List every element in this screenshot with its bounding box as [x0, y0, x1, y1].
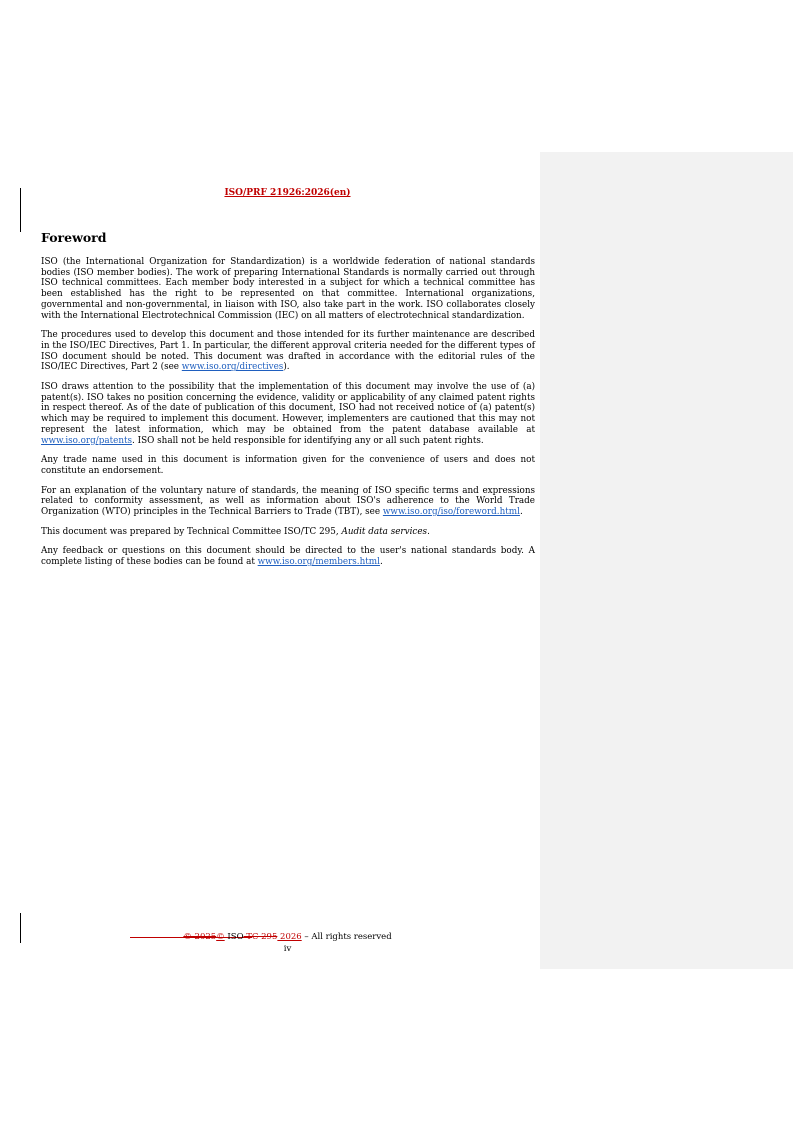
- change-bar-bottom: [20, 913, 21, 943]
- committee-title: Audit data services: [341, 526, 428, 537]
- paragraph-voluntary: For an explanation of the voluntary nature of standards, the meaning of ISO specific terms and expressions related to conformity assessment, as well as information about ISO's adherence to the World Trade Organization (WTO) principles in the Technical Barriers to Trade (TBT), see www.iso.org/iso/foreword.html.: [41, 485, 535, 518]
- directives-link[interactable]: www.iso.org/directives: [181, 362, 284, 373]
- copyright-footer: [40, 931, 535, 943]
- paragraph-patents: ISO draws attention to the possibility that the implementation of this document may involve the use of (a) patent(s). ISO takes no position concerning the evidence, validity or applicability of any claimed patent rights in respect thereof. As of the date of publication of this document, ISO had not received notice of (a) patent(s) which may be required to implement this document. However, implementers are cautioned that this may not represent the latest information, which may be obtained from the patent database available at www.iso.org/patents. ISO shall not be held responsible for identifying any or all such patent rights.: [41, 382, 535, 446]
- patents-link[interactable]: www.iso.org/patents: [41, 435, 133, 446]
- section-heading: Foreword: [41, 230, 107, 245]
- iso-text: ISO: [224, 932, 244, 942]
- paragraph-trade-name: Any trade name used in this document is information given for the convenience of users and does not constitute an endorsement.: [41, 455, 535, 476]
- members-link[interactable]: www.iso.org/members.html: [257, 557, 380, 568]
- foreword-link[interactable]: www.iso.org/iso/foreword.html: [382, 507, 520, 518]
- deleted-year: © 2025: [183, 932, 217, 942]
- rights-text: – All rights reserved: [301, 932, 392, 942]
- document-identifier: ISO/PRF 21926:2026(en): [224, 188, 351, 198]
- deleted-tc: TC 295: [243, 932, 278, 942]
- page-number: iv: [283, 944, 292, 954]
- change-bar-top: [20, 188, 21, 232]
- paragraph-iso-intro: ISO (the International Organization for Standardization) is a worldwide federation of national standards bodies (ISO member bodies). The work of preparing International Standards is normally carried out through ISO technical committees. Each member body interested in a subject for which a technical committee has been established has the right to be represented on that committee. International organizations, governmental and non-governmental, in liaison with ISO, also take part in the work. ISO collaborates closely with the International Electrotechnical Commission (IEC) on all matters of electrotechnical standardization.: [41, 257, 535, 321]
- paragraph-procedures: The procedures used to develop this document and those intended for its further maintenance are described in the ISO/IEC Directives, Part 1. In particular, the different approval criteria needed for the different types of ISO document should be noted. This document was drafted in accordance with the editorial rules of the ISO/IEC Directives, Part 2 (see www.iso.org/directives).: [41, 330, 535, 373]
- paragraph-feedback: Any feedback or questions on this document should be directed to the user's national standards body. A complete listing of these bodies can be found at www.iso.org/members.html.: [41, 546, 535, 568]
- inserted-symbol: ©: [216, 932, 225, 942]
- paragraph-committee: This document was prepared by Technical Committee ISO/TC 295, Audit data services.: [41, 526, 430, 537]
- inserted-year: 2026: [277, 932, 302, 942]
- comment-pane: [540, 152, 793, 969]
- foreword-body: [41, 257, 535, 577]
